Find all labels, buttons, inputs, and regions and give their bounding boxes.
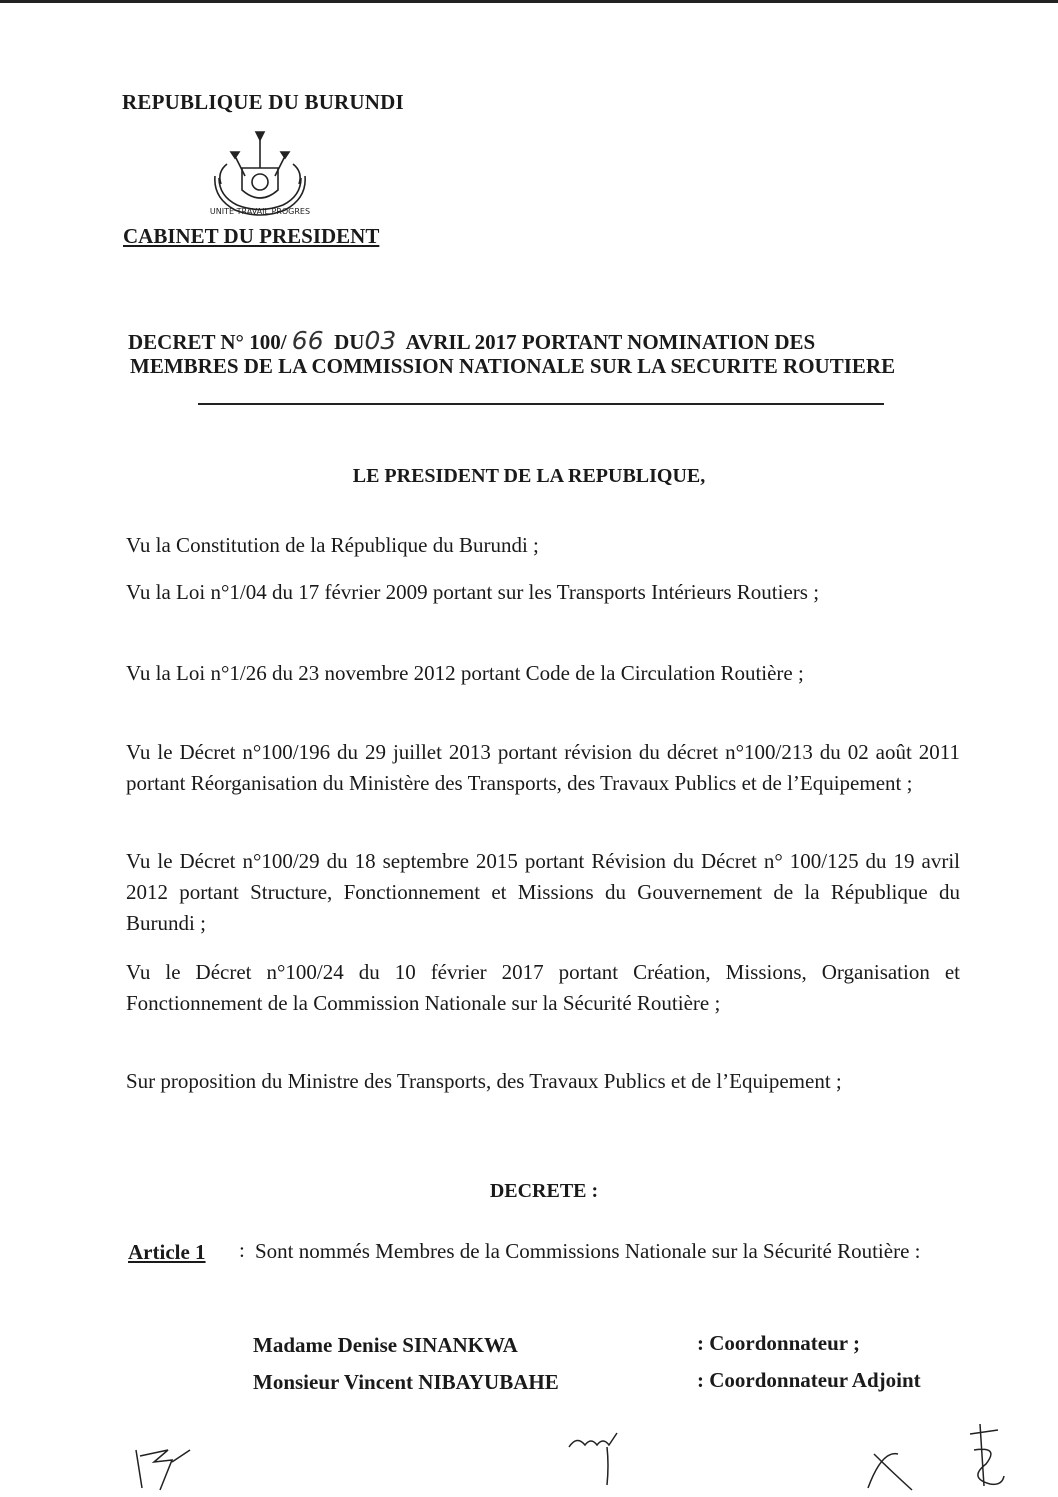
authority-heading: LE PRESIDENT DE LA REPUBLIQUE, [352, 465, 706, 487]
seal-motto: UNITE TRAVAIL PROGRES [209, 207, 311, 216]
handwritten-decree-number: 66 [291, 326, 324, 355]
page-top-border [0, 0, 1058, 3]
initials-center [565, 1425, 635, 1495]
decrete-heading: DECRETE : [489, 1180, 599, 1202]
member-2-role: : Coordonnateur Adjoint [697, 1368, 921, 1392]
decree-title-line2: MEMBRES DE LA COMMISSION NATIONALE SUR LA SECURITE ROUTIERE [130, 354, 896, 378]
cabinet-heading: CABINET DU PRESIDENT [123, 224, 380, 248]
decree-title-du: DU [334, 330, 365, 354]
member-2-name: Monsieur Vincent NIBAYUBAHE [253, 1370, 559, 1394]
title-separator [198, 403, 884, 405]
article-1-text: Sont nommés Membres de la Commissions Nationale sur la Sécurité Routière : [255, 1239, 921, 1263]
article-1-label: Article 1 [128, 1240, 206, 1264]
consideration-3: Vu la Loi n°1/26 du 23 novembre 2012 portant Code de la Circulation Routière ; [126, 661, 804, 685]
initials-right-2 [950, 1420, 1010, 1495]
coat-of-arms-seal [205, 128, 315, 223]
decree-title-line1 [128, 326, 815, 355]
consideration-6: Vu le Décret n°100/24 du 10 février 2017 portant Création, Missions, Organisation et Fonctionnement de la Commission Nationale sur la Sécurité Routière ; [126, 960, 960, 1015]
consideration-2: Vu la Loi n°1/04 du 17 février 2009 portant sur les Transports Intérieurs Routiers ; [126, 580, 820, 604]
decree-title-prefix: DECRET N° 100/ [128, 330, 287, 354]
initials-left [132, 1440, 202, 1495]
initials-right-1 [862, 1440, 922, 1495]
handwritten-day: 03 [364, 326, 397, 355]
decree-title-suffix: AVRIL 2017 PORTANT NOMINATION DES [405, 330, 816, 354]
consideration-1: Vu la Constitution de la République du Burundi ; [126, 533, 539, 557]
consideration-4: Vu le Décret n°100/196 du 29 juillet 2013 portant révision du décret n°100/213 du 02 août 2011 portant Réorganisation du Ministère des Transports, des Travaux Publics et de l’Equipement ; [126, 740, 960, 795]
article-1-colon: : [239, 1238, 245, 1262]
consideration-5: Vu le Décret n°100/29 du 18 septembre 2015 portant Révision du Décret n° 100/125 du 19 avril 2012 portant Structure, Fonctionnement et Missions du Gouvernement de la République du Burundi ; [126, 849, 960, 935]
consideration-7: Sur proposition du Ministre des Transports, des Travaux Publics et de l’Equipement ; [126, 1069, 842, 1093]
member-1-role: : Coordonnateur ; [697, 1331, 860, 1355]
country-heading: REPUBLIQUE DU BURUNDI [122, 90, 404, 114]
member-1-name: Madame Denise SINANKWA [253, 1333, 518, 1357]
